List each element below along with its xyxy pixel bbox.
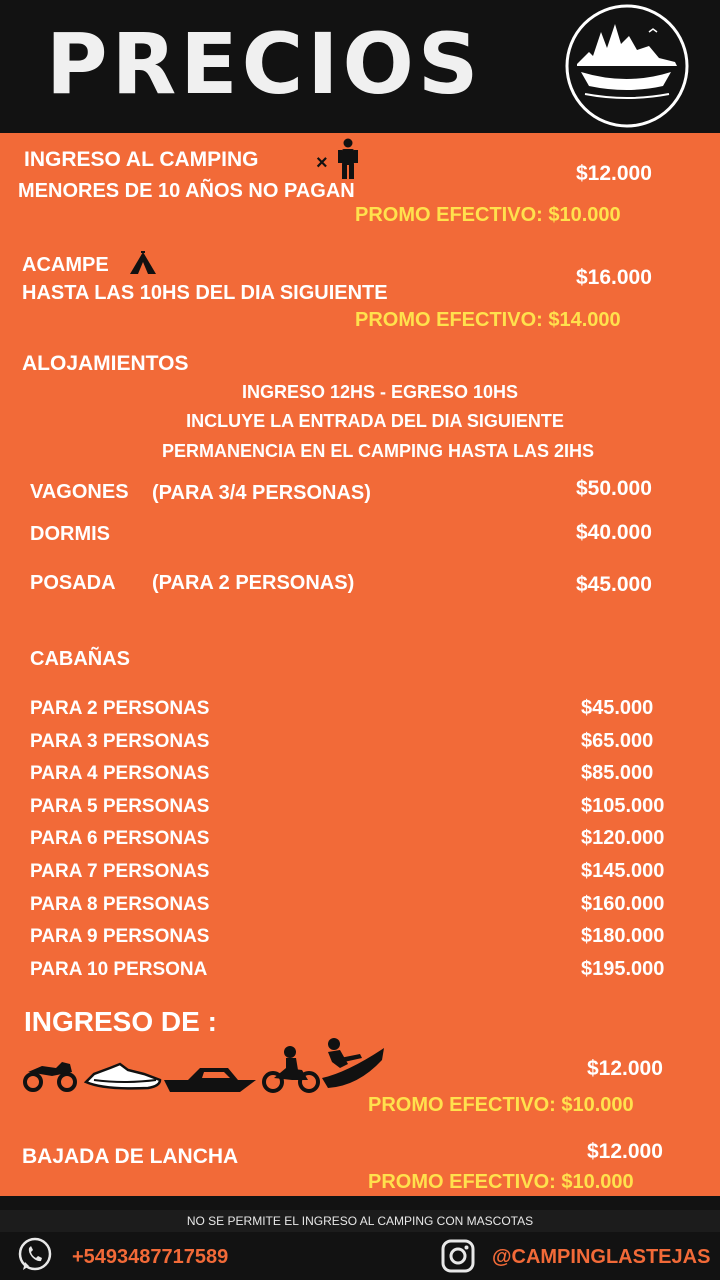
ingreso-camping-price: $12.000 (576, 162, 652, 185)
vagones-label: VAGONES (30, 481, 129, 503)
ingreso-de-title: INGRESO DE : (24, 1006, 217, 1037)
instagram-icon (440, 1238, 476, 1274)
bajada-lancha-label: BAJADA DE LANCHA (22, 1145, 239, 1168)
cabana-row-label: PARA 4 PERSONAS (30, 763, 210, 785)
cabana-row-label: PARA 9 PERSONAS (30, 926, 210, 948)
cabana-row-label: PARA 5 PERSONAS (30, 795, 210, 817)
ingreso-de-price: $12.000 (587, 1057, 663, 1080)
cabana-row-price: $160.000 (581, 892, 665, 915)
ingreso-camping-note: MENORES DE 10 AÑOS NO PAGAN (18, 180, 355, 202)
posada-price: $45.000 (576, 573, 652, 596)
cabana-row-label: PARA 3 PERSONAS (30, 730, 210, 752)
acampe-promo: PROMO EFECTIVO: $14.000 (355, 309, 621, 331)
cabana-row-label: PARA 8 PERSONAS (30, 893, 210, 915)
cabana-row-label: PARA 10 PERSONA (30, 958, 208, 980)
acampe-label: ACAMPE (22, 254, 109, 276)
jetski-rider-icon (318, 1036, 386, 1092)
cabana-row-price: $105.000 (581, 794, 665, 817)
alojamientos-info-2: INCLUYE LA ENTRADA DEL DIA SIGUIENTE (186, 411, 564, 431)
whatsapp-icon (16, 1236, 54, 1274)
cabana-row-price: $65.000 (581, 729, 654, 752)
vagones-detail: (PARA 3/4 PERSONAS) (152, 482, 371, 504)
ingreso-camping-label: INGRESO AL CAMPING (24, 148, 259, 171)
dormis-price: $40.000 (576, 521, 652, 544)
bajada-lancha-promo: PROMO EFECTIVO: $10.000 (368, 1171, 634, 1193)
cabana-row-price: $85.000 (581, 762, 654, 785)
person-icon (336, 138, 360, 180)
page-title: PRECIOS (46, 15, 483, 113)
multiplier-sign: × (316, 152, 328, 174)
instagram-handle[interactable]: @CAMPINGLASTEJAS (492, 1246, 711, 1268)
cabana-row-label: PARA 6 PERSONAS (30, 828, 210, 850)
motorbike-icon (262, 1044, 320, 1094)
dormis-label: DORMIS (30, 523, 110, 545)
posada-detail: (PARA 2 PERSONAS) (152, 572, 355, 594)
ingreso-camping-promo: PROMO EFECTIVO: $10.000 (355, 204, 621, 226)
cabana-row-price: $195.000 (581, 957, 665, 980)
alojamientos-info-3: PERMANENCIA EN EL CAMPING HASTA LAS 2IHS (161, 441, 595, 461)
cabanas-title: CABAÑAS (30, 648, 130, 670)
cabana-row-price: $45.000 (581, 697, 654, 719)
alojamientos-title: ALOJAMIENTOS (22, 352, 189, 375)
acampe-note: HASTA LAS 10HS DEL DIA SIGUIENTE (22, 282, 388, 304)
acampe-price: $16.000 (576, 266, 652, 289)
quad-icon (22, 1056, 78, 1092)
cabana-row-price: $145.000 (581, 860, 665, 882)
posada-label: POSADA (30, 572, 116, 594)
bajada-lancha-price: $12.000 (587, 1140, 663, 1163)
tent-icon (128, 250, 158, 276)
cabana-row-label: PARA 2 PERSONAS (30, 698, 210, 719)
ingreso-de-promo: PROMO EFECTIVO: $10.000 (368, 1094, 634, 1116)
pets-note: NO SE PERMITE EL INGRESO AL CAMPING CON MASCOTAS (186, 1214, 534, 1228)
boat-icon (162, 1062, 258, 1094)
cabana-row-price: $180.000 (581, 925, 665, 948)
camping-logo (563, 2, 691, 130)
jetski-icon (84, 1060, 162, 1092)
cabana-row-price: $120.000 (581, 827, 665, 850)
alojamientos-info-1: INGRESO 12HS - EGRESO 10HS (241, 382, 519, 402)
vagones-price: $50.000 (576, 477, 652, 500)
cabana-row-label: PARA 7 PERSONAS (30, 861, 210, 882)
phone-number[interactable]: +5493487717589 (72, 1246, 229, 1268)
